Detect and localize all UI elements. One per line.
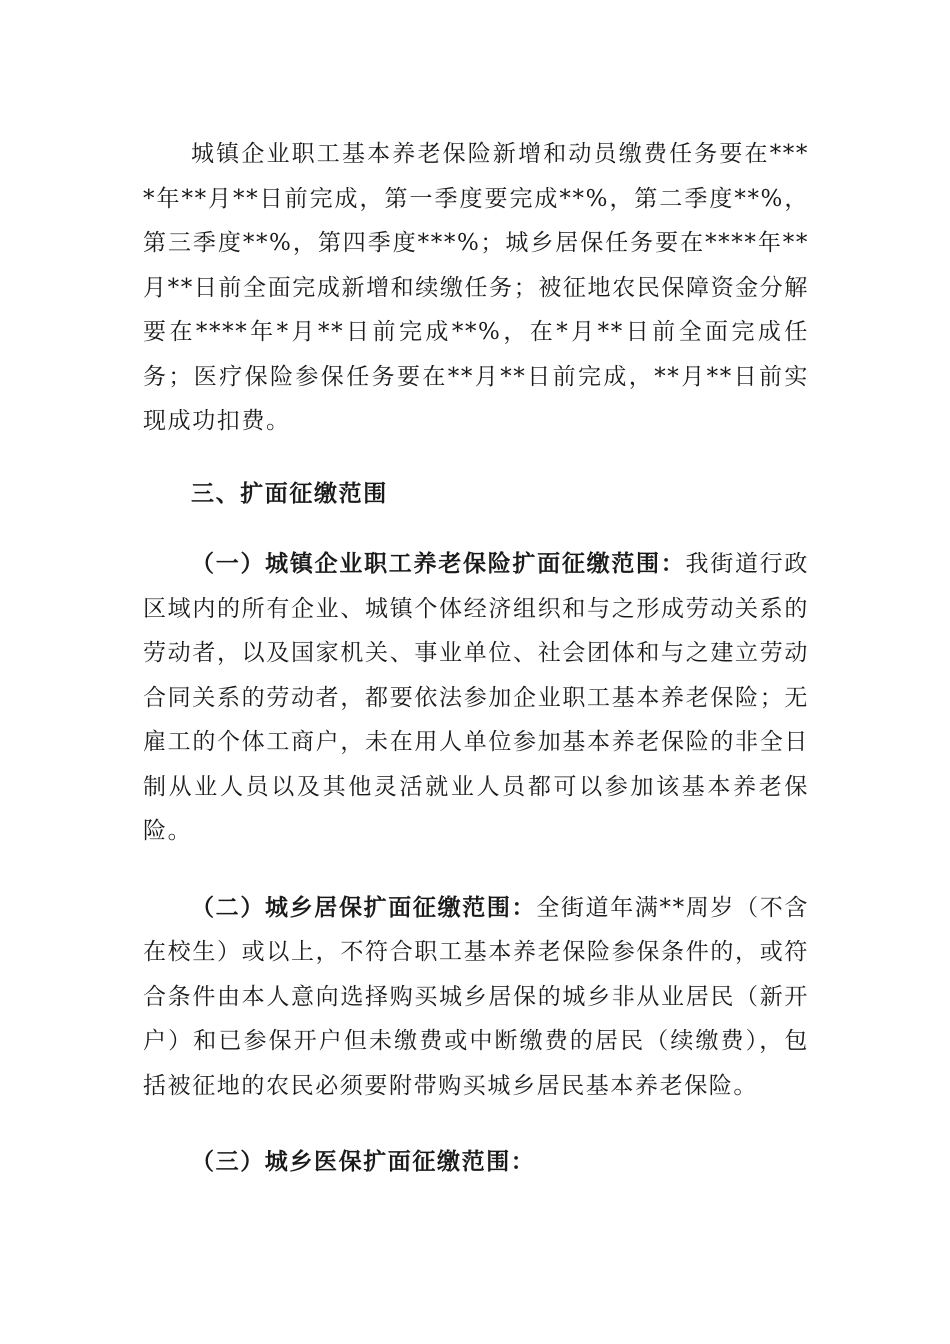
section-heading: 三、扩面征缴范围 [191, 479, 388, 507]
paragraph-resident-pension-scope [143, 886, 809, 1109]
document-body [143, 132, 809, 1217]
paragraph-employee-pension-scope [143, 542, 809, 854]
subheading-resident-pension-scope: （二）城乡居保扩面征缴范围： [191, 893, 537, 921]
text-employee-pension-scope: 我街道行政区域内的所有企业、城镇个体经济组织和与之形成劳动关系的劳动者，以及国家机关、事业单位、社会团体和与之建立劳动合同关系的劳动者，都要依法参加企业职工基本养老保险；无雇工的个体工商户，未在用人单位参加基本养老保险的非全日制从业人员以及其他灵活就业人员都可以参加该基本养老保险。 [143, 551, 809, 844]
text-resident-pension-scope: 全街道年满**周岁（不含在校生）或以上，不符合职工基本养老保险参保条件的，或符合条件由本人意向选择购买城乡居保的城乡非从业居民（新开户）和已参保开户但未缴费或中断缴费的居民（续缴费），包括被征地的农民必须要附带购买城乡居民基本养老保险。 [143, 894, 809, 1099]
paragraph-medical-insurance-scope [143, 1140, 809, 1185]
subheading-medical-insurance-scope: （三）城乡医保扩面征缴范围： [191, 1148, 536, 1175]
paragraph-task-deadlines: 城镇企业职工基本养老保险新增和动员缴费任务要在****年**月**日前完成，第一季度要完成**%，第二季度**%，第三季度**%，第四季度***%；城乡居保任务要在****年**月**日前全面完成新增和续缴任务；被征地农民保障资金分解要在****年*月**日前完成**%，在*月**日前全面完成任务；医疗保险参保任务要在**月**日前完成，**月**日前实现成功扣费。 [143, 141, 809, 434]
subheading-employee-pension-scope: （一）城镇企业职工养老保险扩面征缴范围： [191, 550, 686, 577]
